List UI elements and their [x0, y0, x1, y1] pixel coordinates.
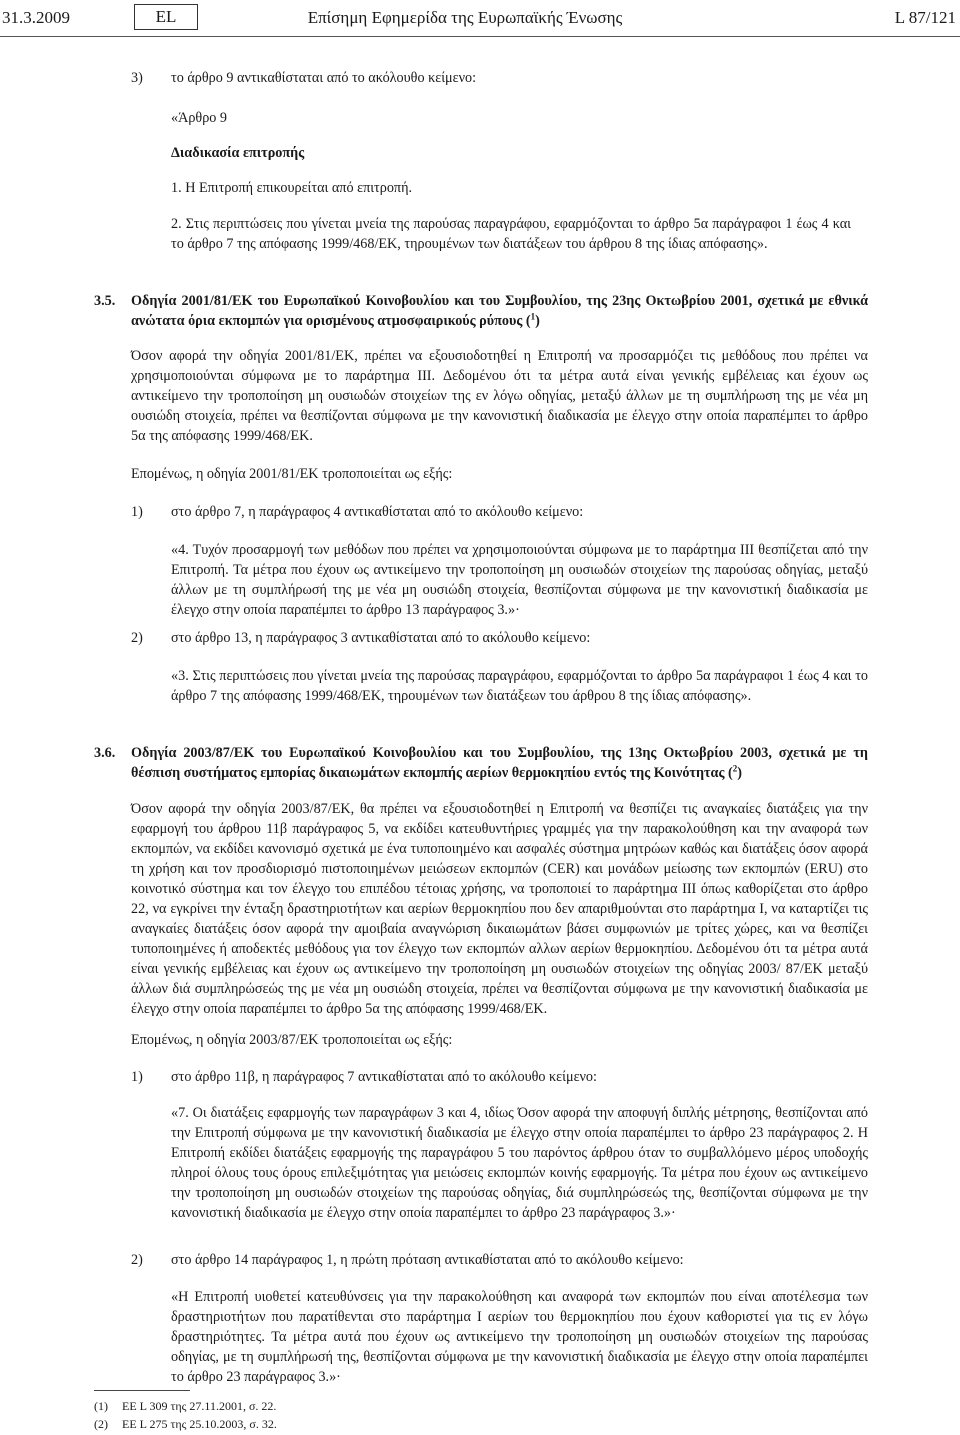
section-title: Οδηγία 2003/87/ΕΚ του Ευρωπαϊκού Κοινοβουλίου και του Συμβουλίου, της 13ης Οκτωβρίου 2003, σχετικά με τη θέσπιση συστήματος εμπορίας δικαιωμάτων εκπομπής αερίων θερμοκηπίου εντός της Κοινότητας ($^2$): [131, 745, 868, 781]
quoted-text: «Η Επιτροπή υιοθετεί κατευθύνσεις για την παρακολούθηση και αναφορά των εκπομπών που είναι αποτέλεσμα των δραστηριοτήτων που παρατίθενται στο παράρτημα I αερίων του θερμοκηπίου που έχουν καθοριστεί για τις εν λόγω δραστηριότητες. Τα μέτρα αυτά που έχουν ως αντικείμενο την τροποποίηση μη ουσιωδών στοιχείων της παρούσας οδηγίας, με τη συμπλήρωσή της, θεσπίζονται σύμφωνα με την κανονιστική διαδικασία με έλεγχο στην οποία παραπέμπει το άρθρο 23 παράγραφος 3.»·: [171, 1289, 868, 1385]
quoted-text: «7. Οι διατάξεις εφαρμογής των παραγράφων 3 και 4, ιδίως Όσον αφορά την αποφυγή διπλής μέτρησης, θεσπίζονται από την Επιτροπή σύμφωνα με την κανονιστική διαδικασία με έλεγχο στην οποία παραπέμπει το άρθρο 23 παράγραφος 2. Η Επιτροπή εκδίδει διατάξεις εφαρμογής της παραγράφου 5 του παρόντος άρθρου όταν το συμβαλλόμενο μέρος υποδοχής πληροί όλους τους όρους επιλεξιμότητας για μειώσεις εκπομπών κοινής εφαρμογής. Τα μέτρα που έχουν ως αντικείμενο την τροποποίηση μη ουσιωδών στοιχείων της παρούσας οδηγίας, διά συμπληρώσεώς της, θεσπίζονται σύμφωνα με την κανονιστική διαδικασία με έλεγχο στην οποία παραπέμπει το άρθρο 23 παράγραφος 3.»·: [171, 1105, 868, 1221]
footnote-text: ΕΕ L 309 της 27.11.2001, σ. 22.: [122, 1399, 277, 1413]
footnote: [94, 1416, 494, 1432]
item-text: στο άρθρο 14 παράγραφος 1, η πρώτη πρόταση αντικαθίσταται από το ακόλουθο κείμενο:: [171, 1252, 684, 1268]
journal-title: Επίσημη Εφημερίδα της Ευρωπαϊκής Ένωσης: [307, 8, 623, 27]
page-number: L 87/121: [894, 8, 956, 27]
publication-date: 31.3.2009: [2, 8, 70, 27]
article-subtitle: Διαδικασία επιτροπής: [171, 145, 305, 161]
footnote-divider: [94, 1390, 190, 1391]
footnote: [94, 1398, 494, 1414]
item-number: 2): [131, 1252, 143, 1268]
page-header: [0, 0, 960, 34]
footnote-ref[interactable]: 1: [530, 311, 536, 322]
body-paragraph: Επομένως, η οδηγία 2001/81/ΕΚ τροποποιείται ως εξής:: [131, 466, 453, 482]
body-paragraph: Όσον αφορά την οδηγία 2003/87/ΕΚ, θα πρέπει να εξουσιοδοτηθεί η Επιτροπή να θεσπίζει τις αναγκαίες διατάξεις για την εφαρμογή του άρθρου 11β παράγραφος 5, να εκδίδει κατευθυντήριες γραμμές για την παρακολούθηση και την αναφορά των εκπομπών, να εκδίδει κανονισμό σχετικά με ένα τυποποιημένο και ασφαλές σύστημα μητρώων καθώς και διατάξεις όσον αφορά τη χρήση και τον προσδιορισμό πιστοποιημένων μειώσεων εκπομπών (CER) και μονάδων μείωσης των εκπομπών (ERU) στο κοινοτικό σύστημα και τον έλεγχο του επιπέδου τέτοιας χρήσης, να τροποποιεί το παράρτημα III όπως καθορίζεται στο άρθρο 22, να εγκρίνει την ένταξη δραστηριοτήτων και αερίων θερμοκηπίου που δεν απαριθμούνται στο παράρτημα I, να καταρτίζει τις αναγκαίες διατάξεις όσον αφορά την αμοιβαία αναγνώριση δικαιωμάτων βάσει συμφωνιών με τρίτες χώρες, και να θεσπίζει τυποποιημένες ή αποδεκτές μεθόδους για τον έλεγχο των εκπομπών αλλων αερίων θερμοκηπίου. Δεδομένου ότι τα μέτρα αυτά είναι γενικής εμβέλειας και έχουν ως αντικείμενο την τροποποίηση μη ουσιωδών στοιχείων της οδηγίας 2003/ 87/ΕΚ μεταξύ άλλων διά συμπληρώσεώς της με νέα μη ουσιώδη στοιχεία, πρέπει να θεσπίζονται σύμφωνα με την κανονιστική διαδικασία με έλεγχο στην οποία παραπέμπει το άρθρο 5α της απόφασης 1999/468/ΕΚ.: [131, 801, 868, 1017]
quoted-text: «4. Τυχόν προσαρμογή των μεθόδων που πρέπει να χρησιμοποιούνται σύμφωνα με το παράρτημα III θεσπίζεται από την Επιτροπή. Τα μέτρα που έχουν ως αντικείμενο την τροποποίηση μη ουσιωδών στοιχείων της παρούσας οδηγίας, μεταξύ άλλων με τη συμπλήρωσή της με νέα μη ουσιώδη στοιχεία, θεσπίζονται σύμφωνα με την κανονιστική διαδικασία με έλεγχο στην οποία παραπέμπει το άρθρο 13 παράγραφος 3.»·: [171, 542, 868, 618]
article-paragraph: 2. Στις περιπτώσεις που γίνεται μνεία της παρούσας παραγράφου, εφαρμόζονται το άρθρο 5α παράγραφοι 1 έως 4 και το άρθρο 7 της απόφασης 1999/468/ΕΚ, τηρουμένων των διατάξεων του άρθρου 8 της ίδιας απόφασης».: [171, 216, 851, 252]
language-badge: EL: [134, 4, 198, 30]
item-number: 2): [131, 630, 143, 646]
section-title: Οδηγία 2001/81/ΕΚ του Ευρωπαϊκού Κοινοβουλίου και του Συμβουλίου, της 23ης Οκτωβρίου 2001, σχετικά με εθνικά ανώτατα όρια εκπομπών για ορισμένους ατμοσφαιρικούς ρύπους ($^1$): [131, 293, 868, 329]
item-number: 1): [131, 1069, 143, 1085]
body-paragraph: Επομένως, η οδηγία 2003/87/ΕΚ τροποποιείται ως εξής:: [131, 1032, 453, 1048]
item-number: 1): [131, 504, 143, 520]
quoted-text: «3. Στις περιπτώσεις που γίνεται μνεία της παρούσας παραγράφου, εφαρμόζονται το άρθρο 5α παράγραφοι 1 έως 4 και το άρθρο 7 της απόφασης 1999/468/ΕΚ, τηρουμένων των διατάξεων του άρθρου 8 της ίδιας απόφασης».: [171, 668, 868, 704]
article-paragraph: 1. Η Επιτροπή επικουρείται από επιτροπή.: [171, 180, 413, 196]
item-number: 3): [131, 70, 143, 86]
article-title: «Άρθρο 9: [171, 110, 228, 126]
footnote-text: ΕΕ L 275 της 25.10.2003, σ. 32.: [122, 1417, 277, 1431]
footnote-number: (1): [94, 1399, 108, 1413]
section-number: 3.5.: [94, 293, 116, 309]
footnote-number: (2): [94, 1417, 108, 1431]
header-divider: [0, 36, 960, 37]
item-text: το άρθρο 9 αντικαθίσταται από το ακόλουθο κείμενο:: [171, 70, 477, 86]
section-number: 3.6.: [94, 745, 116, 761]
item-text: στο άρθρο 13, η παράγραφος 3 αντικαθίσταται από το ακόλουθο κείμενο:: [171, 630, 591, 646]
item-text: στο άρθρο 7, η παράγραφος 4 αντικαθίσταται από το ακόλουθο κείμενο:: [171, 504, 584, 520]
body-paragraph: Όσον αφορά την οδηγία 2001/81/ΕΚ, πρέπει να εξουσιοδοτηθεί η Επιτροπή να προσαρμόζει τις μεθόδους που πρέπει να χρησιμοποιούνται σύμφωνα με το παράρτημα III. Δεδομένου ότι τα μέτρα αυτά είναι γενικής εμβέλειας και έχουν ως αντικείμενο την τροποποίηση μη ουσιωδών στοιχείων της εν λόγω οδηγίας, μεταξύ άλλων με τη συμπλήρωση της με νέα μη ουσιώδη στοιχεία, πρέπει να θεσπίζονται σύμφωνα με την κανονιστική διαδικασία με έλεγχο στην οποία παραπέμπει το άρθρο 5α της απόφασης 1999/468/ΕΚ.: [131, 348, 868, 444]
footnote-ref[interactable]: 2: [732, 763, 738, 774]
item-text: στο άρθρο 11β, η παράγραφος 7 αντικαθίσταται από το ακόλουθο κείμενο:: [171, 1069, 597, 1085]
